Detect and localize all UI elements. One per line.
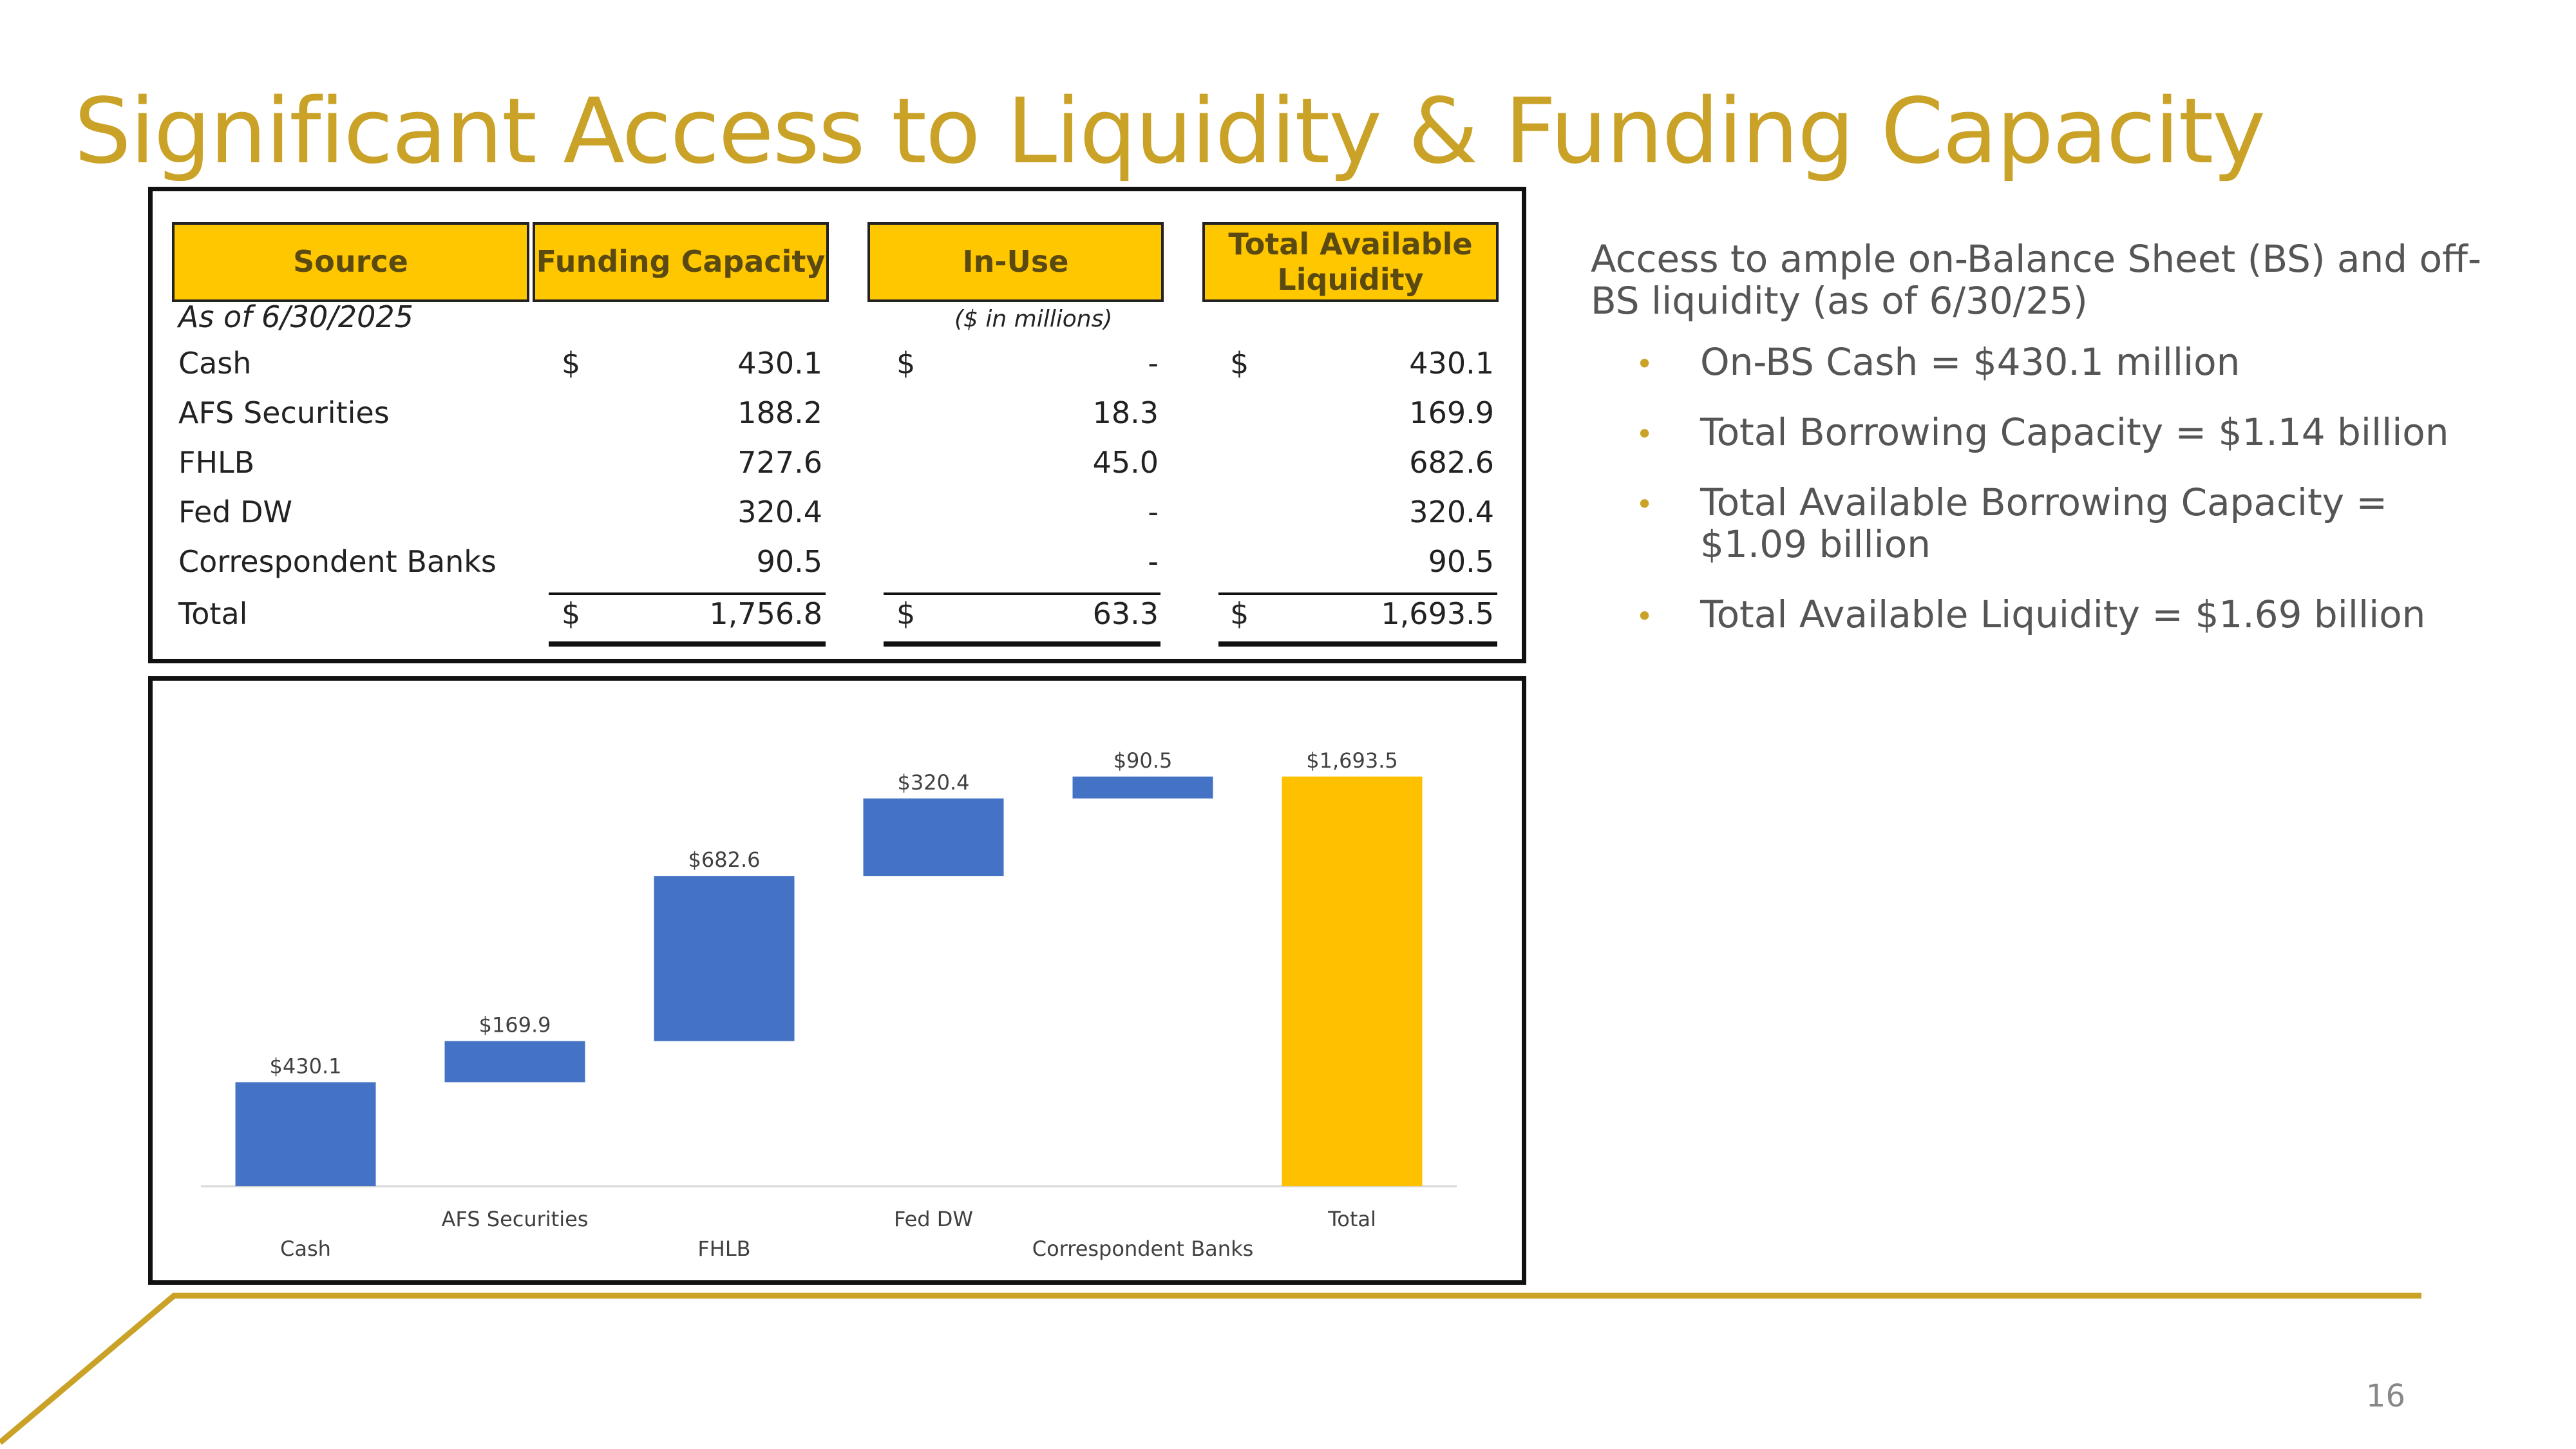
bullet-icon: • [1636, 346, 1654, 381]
bullet-text: Total Available Borrowing Capacity = $1.09 billion [1700, 480, 2388, 566]
header-funding-capacity: Funding Capacity [533, 222, 829, 302]
available-value: 169.9 [1409, 395, 1494, 430]
waterfall-chart-panel [148, 676, 1526, 1285]
summary-bullet [1636, 594, 2492, 636]
currency-sign: $ [562, 346, 581, 381]
category-label: FHLB [697, 1236, 751, 1261]
total-funding: 1,756.8 [709, 596, 822, 631]
data-label: $169.9 [478, 1012, 551, 1037]
waterfall-bar [236, 1082, 376, 1186]
data-label: $682.6 [688, 848, 761, 873]
available-value: 320.4 [1409, 495, 1494, 529]
summary-intro: Access to ample on-Balance Sheet (BS) and off-BS liquidity (as of 6/30/25) [1591, 237, 2481, 323]
data-label: $1,693.5 [1306, 748, 1398, 773]
page-title: Significant Access to Liquidity & Funding Capacity [74, 79, 2265, 184]
summary-bullet [1636, 412, 2492, 453]
bullet-text: Total Borrowing Capacity = $1.14 billion [1700, 410, 2449, 454]
total-rule [884, 592, 1160, 595]
table-row-label: AFS Securities [178, 395, 390, 430]
total-bar [1282, 777, 1423, 1186]
total-label: Total [178, 596, 248, 631]
waterfall-bar [654, 876, 795, 1041]
table-row-label: Correspondent Banks [178, 544, 497, 579]
units-note: ($ in millions) [954, 306, 1113, 332]
table-row-label: Fed DW [178, 495, 292, 529]
waterfall-chart [153, 681, 1522, 1280]
as-of-label: As of 6/30/2025 [178, 299, 413, 334]
funding-value: 188.2 [737, 395, 822, 430]
summary-bullets [1636, 341, 2492, 664]
total-double-rule [549, 641, 826, 647]
data-label: $430.1 [269, 1054, 342, 1079]
waterfall-bar [864, 799, 1004, 876]
funding-value: 727.6 [737, 445, 822, 480]
in-use-value: - [1148, 495, 1159, 529]
in-use-value: - [1148, 346, 1159, 381]
funding-value: 320.4 [737, 495, 822, 529]
header-source: Source [172, 222, 529, 302]
bullet-icon: • [1636, 598, 1654, 634]
category-label: Fed DW [893, 1207, 974, 1231]
available-value: 430.1 [1409, 346, 1494, 381]
category-label: AFS Securities [441, 1207, 589, 1231]
in-use-value: 45.0 [1092, 445, 1159, 480]
currency-sign: $ [562, 596, 581, 631]
category-label: Cash [280, 1236, 331, 1261]
total-rule [549, 592, 826, 595]
currency-sign: $ [896, 346, 916, 381]
bullet-icon: • [1636, 486, 1654, 522]
bullet-icon: • [1636, 416, 1654, 451]
page-number: 16 [2365, 1378, 2405, 1414]
bullet-text: Total Available Liquidity = $1.69 billion [1700, 592, 2426, 636]
footer-rule [0, 1296, 2421, 1443]
table-row-label: FHLB [178, 445, 255, 480]
category-label: Total [1328, 1207, 1376, 1231]
waterfall-bar [445, 1041, 585, 1083]
summary-bullet [1636, 341, 2492, 383]
data-label: $90.5 [1113, 748, 1173, 773]
funding-value: 430.1 [737, 346, 822, 381]
in-use-value: - [1148, 544, 1159, 579]
total-in-use: 63.3 [1092, 596, 1159, 631]
table-row-label: Cash [178, 346, 252, 381]
currency-sign: $ [896, 596, 916, 631]
data-label: $320.4 [897, 770, 970, 795]
liquidity-table [148, 187, 1526, 663]
available-value: 90.5 [1428, 544, 1494, 579]
total-rule [1218, 592, 1497, 595]
available-value: 682.6 [1409, 445, 1494, 480]
header-in-use: In-Use [867, 222, 1164, 302]
currency-sign: $ [1230, 346, 1249, 381]
currency-sign: $ [1230, 596, 1249, 631]
header-total-available: Total Available Liquidity [1202, 222, 1499, 302]
funding-value: 90.5 [756, 544, 822, 579]
category-label: Correspondent Banks [1032, 1236, 1254, 1261]
summary-bullet [1636, 482, 2492, 565]
bullet-text: On-BS Cash = $430.1 million [1700, 340, 2240, 384]
in-use-value: 18.3 [1092, 395, 1159, 430]
total-double-rule [1218, 641, 1497, 647]
waterfall-bar [1073, 777, 1213, 799]
total-double-rule [884, 641, 1160, 647]
total-available: 1,693.5 [1381, 596, 1494, 631]
